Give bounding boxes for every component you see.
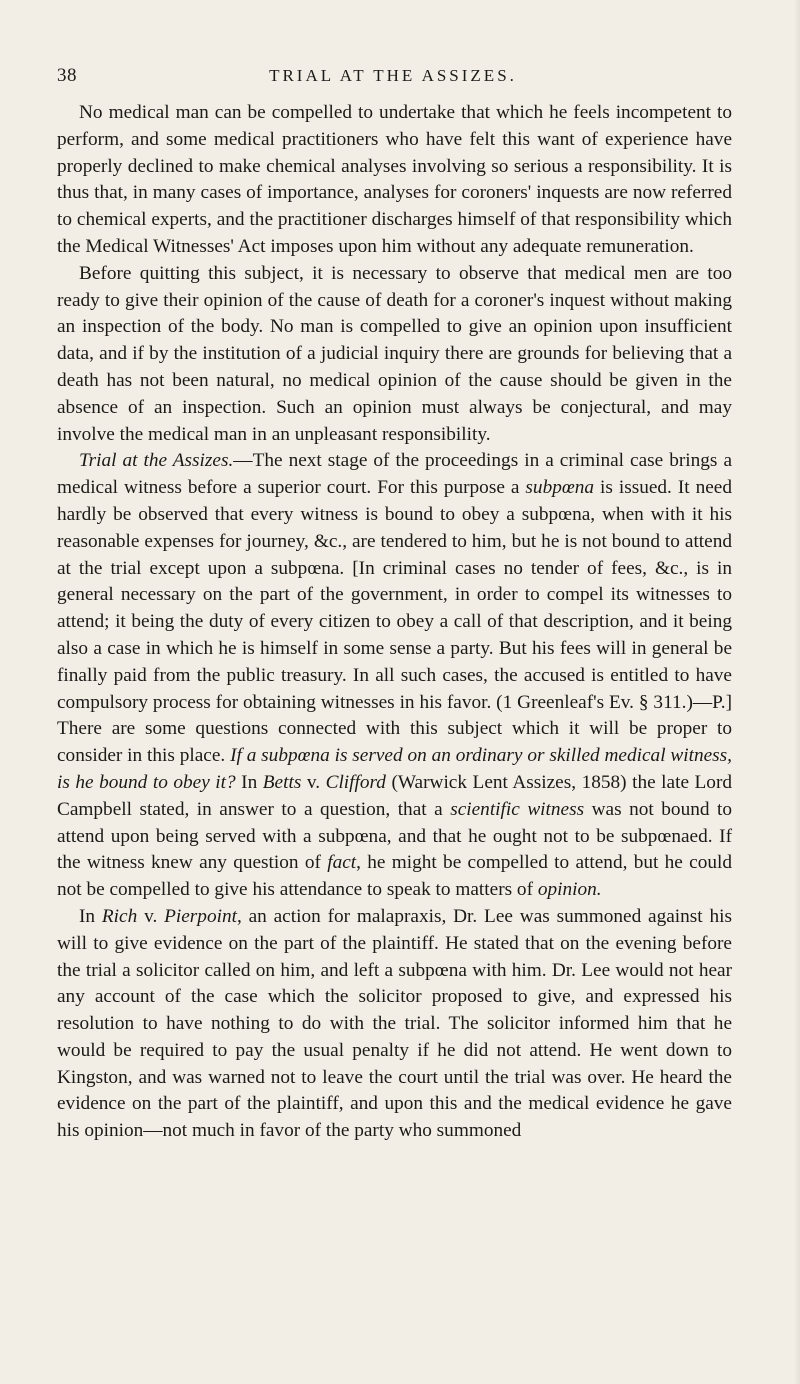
page-number: 38 — [57, 65, 77, 86]
paragraph-medical-competence: No medical man can be compelled to undertake that which he feels incompetent to perform, and some medical practitioners who have felt this want of experience have properly declined to make chemical analyses involving so serious a responsibility. It is thus that, in many cases of importance, analyses for coroners' inquests are now referred to chemical experts, and the practitioner discharges himself of that responsibility which the Medical Witnesses' Act imposes upon him without any adequate remuneration. — [57, 102, 732, 257]
italic-term: subpœna — [525, 477, 594, 499]
italic-term: scientific witness — [450, 798, 585, 820]
italic-term: opinion. — [537, 879, 602, 901]
italic-question: If a subpœna is served on an ordinary or skilled medical witness, is he bound to obey it? — [57, 745, 732, 793]
text-run: —The next stage of the proceedings in a criminal case brings a medical witness before a superior court. For this purpose a — [57, 450, 733, 499]
paragraph-rich-v-pierpoint — [57, 904, 732, 1145]
case-name: Pierpoint — [164, 905, 237, 927]
text-run: v. — [137, 905, 165, 927]
paragraph-trial-at-assizes — [57, 448, 732, 904]
running-title: TRIAL AT THE ASSIZES. — [269, 66, 517, 85]
case-name: Betts — [262, 771, 302, 793]
text-run: , an action for malapraxis, Dr. Lee was summoned against his will to give evidence on the part of the plaintiff. He stated that on the evening before the trial a solicitor called on him, and left a subpœna with him. Dr. Lee would not hear any account of the case which the solicitor proposed to give, and expressed his resolution to have nothing to do with the trial. The solicitor informed him that he would be required to pay the usual penalty if he did not attend. He went down to Kingston, and was warned not to leave the court until the trial was over. He heard the evidence on the part of the plaintiff, and upon this and the medical evidence he gave his opinion—not much in favor of the party who summoned — [57, 905, 732, 1142]
body-text — [57, 100, 732, 1145]
case-name: Clifford — [325, 771, 386, 793]
text-run: is issued. It need hardly be observed that every witness is bound to obey a subpœna, when with it his reasonable expenses for journey, &c., are tendered to him, but he is not bound to attend at the trial except upon a subpœna. [In criminal cases no tender of fees, &c., is in general necessary on the part of the government, in order to compel its witnesses to attend; it being the duty of every citizen to obey a call of that description, and it being also a case in which he is himself in some sense a party. But his fees will in general be finally paid from the public treasury. In all such cases, the accused is entitled to have compulsory process for obtaining witnesses in his favor. (1 Greenleaf's Ev. § 311.)—P.] There are some questions connected with this subject which it will be proper to consider in this place. — [57, 477, 733, 767]
text-run: In — [235, 771, 263, 793]
case-name: Rich — [101, 905, 138, 927]
text-run: In — [79, 905, 102, 927]
page-edge — [794, 0, 800, 1384]
text-run: v. — [301, 771, 326, 793]
page-header — [57, 64, 729, 88]
paragraph-cause-of-death: Before quitting this subject, it is necessary to observe that medical men are too ready to give their opinion of the cause of death for a coroner's inquest without making an inspection of the body. No man is compelled to give an opinion upon insufficient data, and if by the institution of a judicial inquiry there are grounds for believing that a death has not been natural, no medical opinion of the cause should be given in the absence of an inspection. Such an opinion must always be conjectural, and may involve the medical man in an unpleasant responsibility. — [57, 262, 732, 445]
text-run: was not bound to attend upon being served with a subpœna, and that he ought not to be subpœnaed. If the witness knew any question of — [57, 798, 733, 874]
section-heading: Trial at the Assizes. — [79, 450, 234, 472]
text-run: , he might be compelled to attend, but he could not be compelled to give his attendance to speak to matters of — [57, 852, 732, 901]
italic-term: fact — [327, 852, 357, 874]
text-run: (Warwick Lent Assizes, 1858) the late Lord Campbell stated, in answer to a question, that a — [57, 771, 733, 820]
